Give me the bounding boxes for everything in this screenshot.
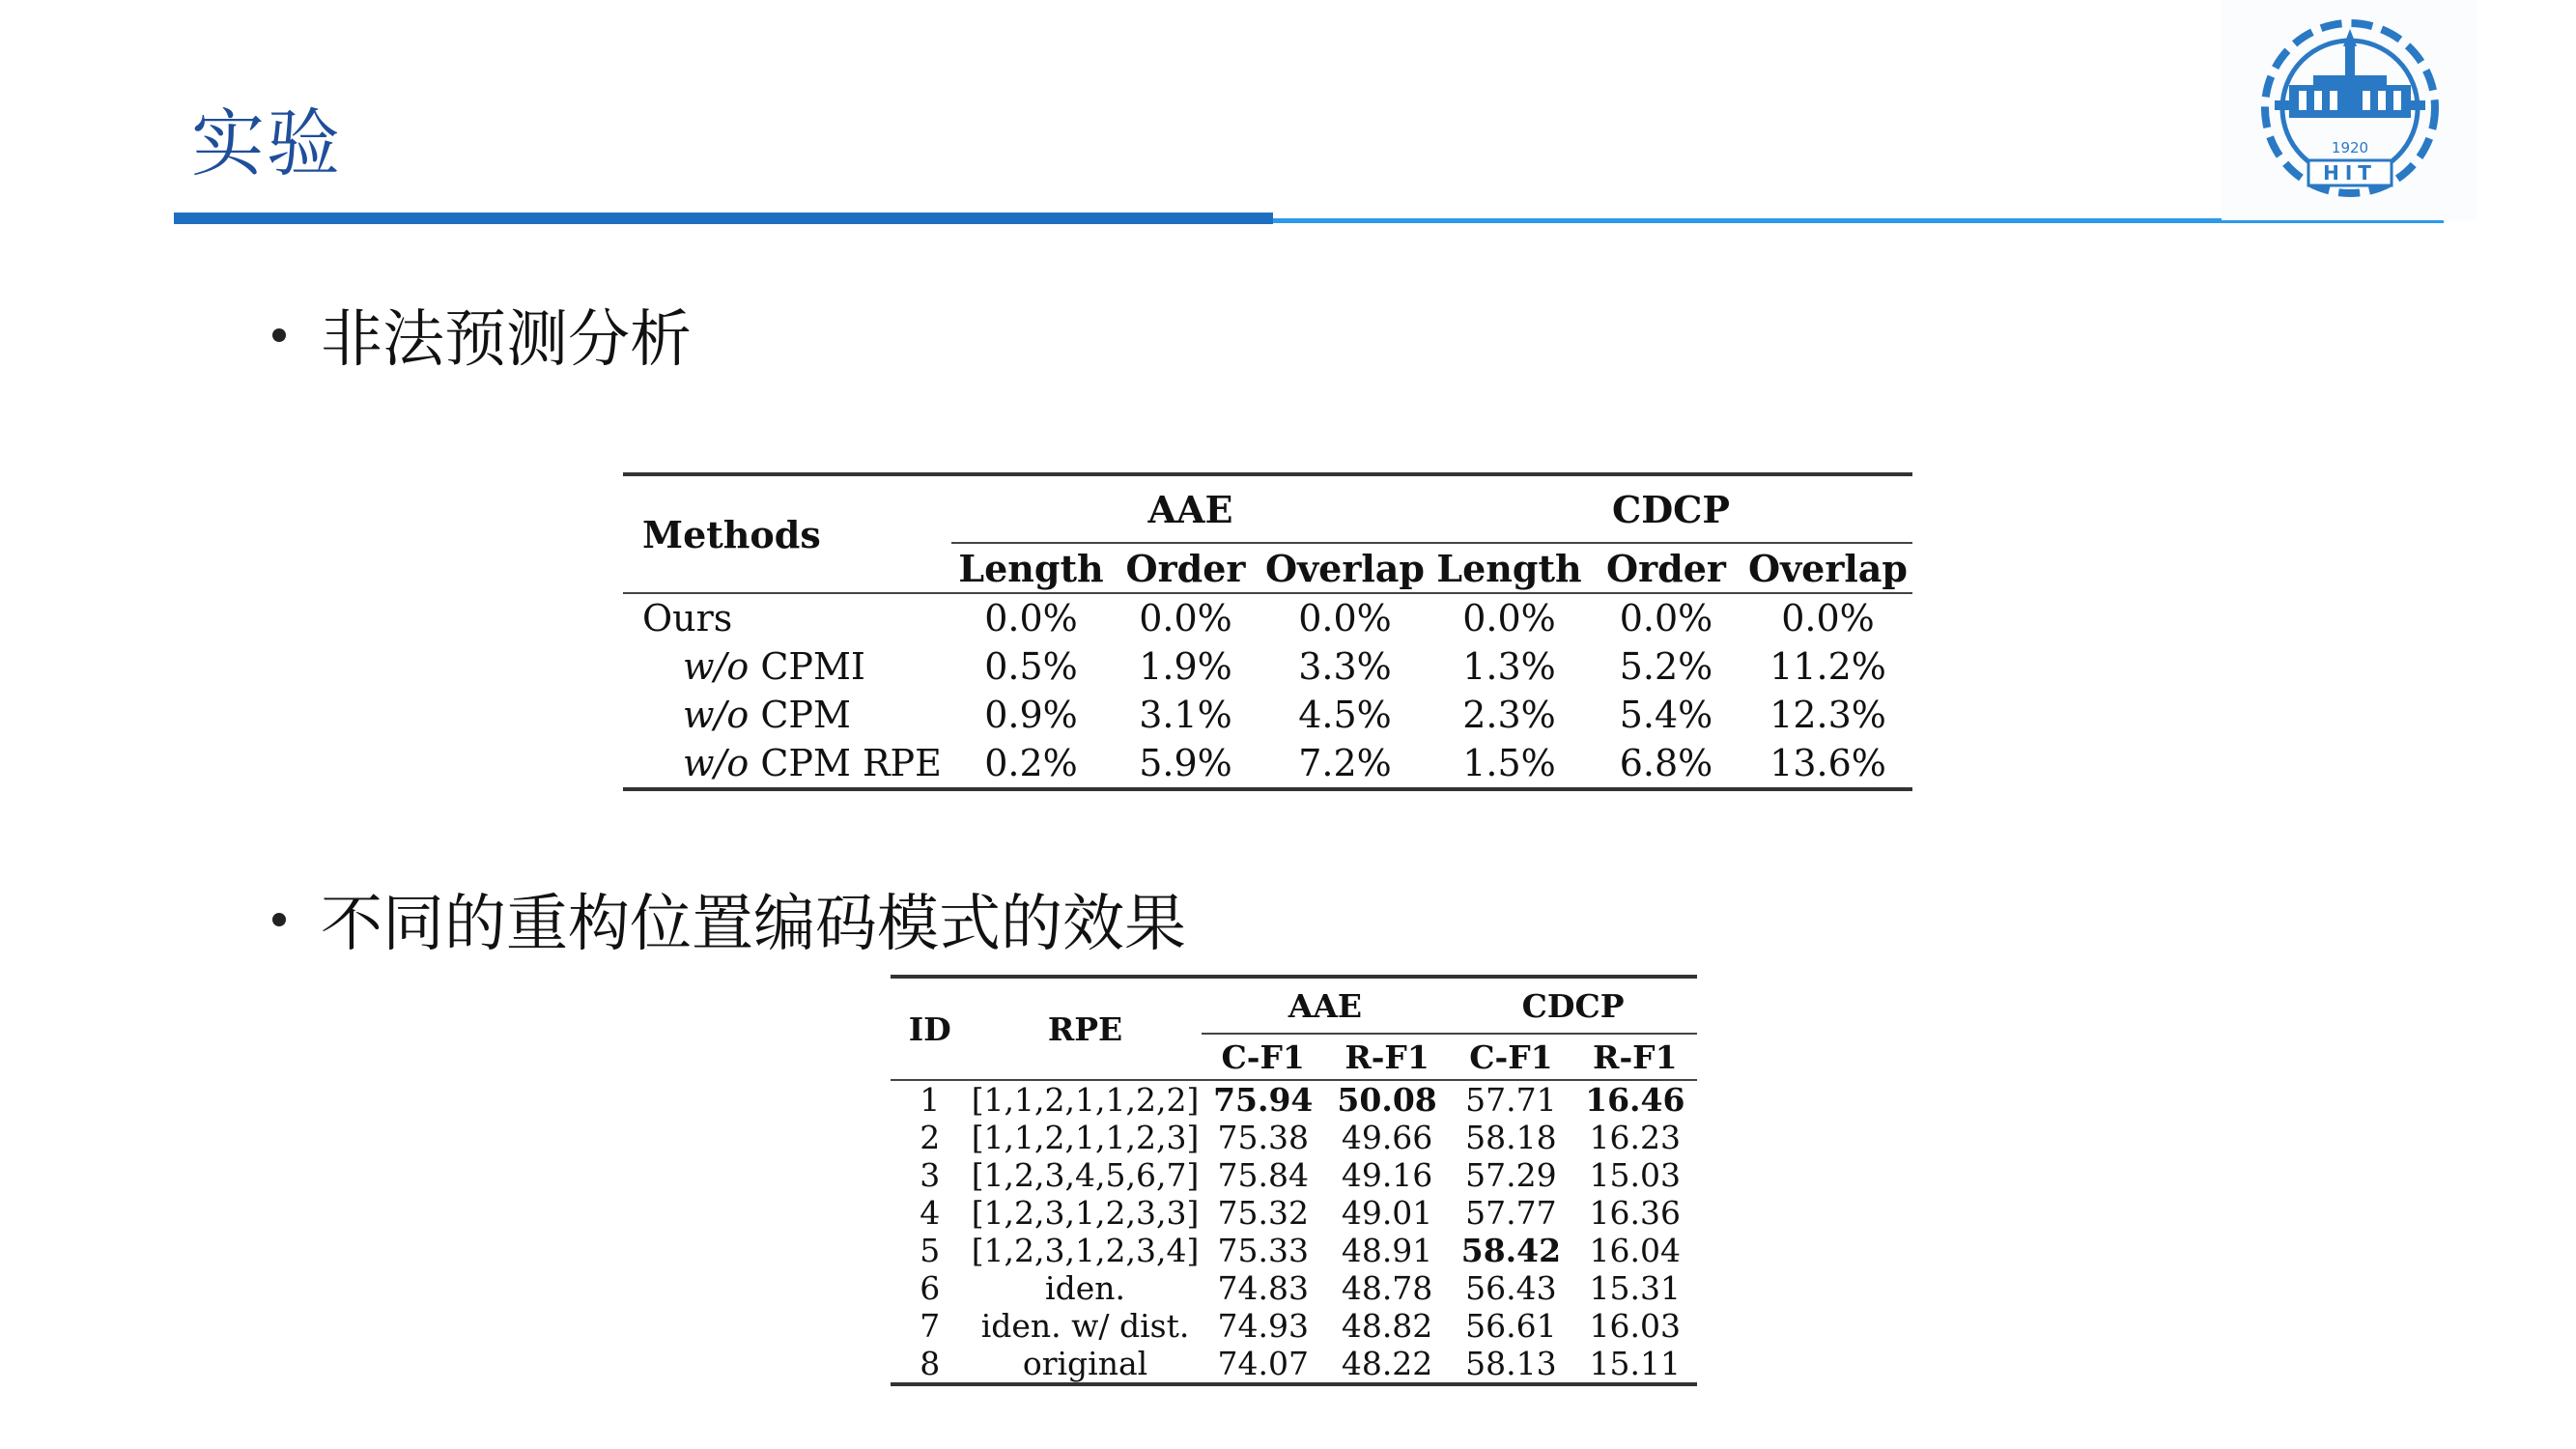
table-cell: 0.0% (1781, 597, 1875, 639)
table-cell: 16.04 (1589, 1232, 1682, 1269)
aae-header: AAE (1202, 977, 1450, 1034)
rpe-header: RPE (1047, 1009, 1123, 1048)
cdcp-header: CDCP (1449, 977, 1697, 1034)
table-cell: 0.0% (1139, 597, 1232, 639)
table-cell: 48.82 (1341, 1307, 1433, 1345)
table-cell: 1.5% (1462, 742, 1556, 784)
table-row (891, 1194, 1697, 1232)
id-header: ID (908, 1009, 951, 1048)
table-cell: 1.9% (1139, 645, 1232, 688)
table-cell: 75.94 (1213, 1081, 1314, 1119)
method-prefix: w/o (683, 742, 750, 784)
slide-title: 实验 (191, 100, 342, 186)
row-id: 1 (920, 1081, 941, 1119)
table-cell: 0.0% (1619, 597, 1713, 639)
table-cell: 48.22 (1341, 1345, 1433, 1382)
table-cell: 0.0% (1298, 597, 1392, 639)
bullet-dot (272, 913, 286, 926)
table-row (623, 642, 1912, 691)
table-cell: 11.2% (1769, 645, 1886, 688)
bullet-text: 不同的重构位置编码模式的效果 (321, 889, 1186, 960)
table-cell: 5.4% (1619, 694, 1713, 736)
bullet-rpe-effect (272, 874, 1186, 963)
table-cell: 16.46 (1585, 1081, 1685, 1119)
table-cell: 57.29 (1465, 1156, 1557, 1194)
table-cell: 49.01 (1341, 1194, 1433, 1232)
col-overlap: Overlap (1264, 546, 1425, 590)
row-id: 5 (920, 1232, 941, 1269)
table-cell: 16.23 (1589, 1119, 1682, 1156)
table-row (891, 1119, 1697, 1156)
col-order: Order (1606, 546, 1726, 590)
rpe-table (891, 975, 1697, 1386)
table-cell: 4.5% (1298, 694, 1392, 736)
table-cell: 1.3% (1462, 645, 1556, 688)
table-cell: 75.84 (1217, 1156, 1309, 1194)
table-row (623, 691, 1912, 739)
table-row (891, 1156, 1697, 1194)
table-cell: 49.66 (1341, 1119, 1433, 1156)
table-cell: 75.32 (1217, 1194, 1309, 1232)
col-c-f1: C-F1 (1469, 1037, 1553, 1076)
table-cell: 58.18 (1465, 1119, 1557, 1156)
col-c-f1: C-F1 (1221, 1037, 1305, 1076)
bullet-dot (272, 328, 286, 342)
table-cell: 15.11 (1589, 1345, 1682, 1382)
table-cell: 15.31 (1589, 1269, 1682, 1307)
table-cell: 3.3% (1298, 645, 1392, 688)
bullet-illegal-prediction (272, 290, 692, 379)
table-cell: 0.0% (1462, 597, 1556, 639)
col-length: Length (1436, 546, 1582, 590)
method-name: CPM (760, 694, 851, 736)
aae-header: AAE (951, 474, 1430, 543)
table-cell: 58.42 (1460, 1232, 1562, 1269)
university-logo (2222, 0, 2477, 220)
table-cell: 58.13 (1465, 1345, 1557, 1382)
row-id: 8 (920, 1345, 941, 1382)
rpe-value: iden. w/ dist. (980, 1307, 1190, 1345)
table-row (623, 739, 1912, 789)
table-row (891, 1232, 1697, 1269)
rpe-value: original (1022, 1345, 1148, 1382)
method-name: Ours (642, 597, 733, 639)
table-row (891, 1307, 1697, 1345)
rpe-value: [1,1,2,1,1,2,2] (971, 1081, 1200, 1119)
table-cell: 5.2% (1619, 645, 1713, 688)
rpe-value: [1,2,3,1,2,3,4] (971, 1232, 1200, 1269)
row-id: 7 (920, 1307, 941, 1345)
table-cell: 75.33 (1217, 1232, 1309, 1269)
table-cell: 16.36 (1589, 1194, 1682, 1232)
table-cell: 2.3% (1462, 694, 1556, 736)
method-prefix: w/o (683, 645, 750, 688)
table-cell: 3.1% (1139, 694, 1232, 736)
cdcp-header: CDCP (1430, 474, 1912, 543)
rpe-value: [1,2,3,4,5,6,7] (971, 1156, 1200, 1194)
illegal-prediction-table (623, 472, 1912, 791)
table-cell: 0.9% (984, 694, 1078, 736)
table-cell: 57.71 (1465, 1081, 1557, 1119)
table-row (891, 1080, 1697, 1119)
table-cell: 75.38 (1217, 1119, 1309, 1156)
col-overlap: Overlap (1747, 546, 1908, 590)
table-row (891, 1345, 1697, 1384)
table-cell: 7.2% (1298, 742, 1392, 784)
rpe-value: [1,2,3,1,2,3,3] (971, 1194, 1200, 1232)
table-cell: 6.8% (1619, 742, 1713, 784)
table-cell: 0.2% (984, 742, 1078, 784)
row-id: 4 (920, 1194, 941, 1232)
row-id: 3 (920, 1156, 941, 1194)
table-cell: 74.93 (1217, 1307, 1309, 1345)
table-cell: 50.08 (1337, 1081, 1437, 1119)
rpe-value: [1,1,2,1,1,2,3] (971, 1119, 1200, 1156)
col-length: Length (958, 546, 1104, 590)
table-row (623, 593, 1912, 642)
table-cell: 56.43 (1465, 1269, 1557, 1307)
table-cell: 48.78 (1341, 1269, 1433, 1307)
table-cell: 5.9% (1139, 742, 1232, 784)
table-cell: 74.83 (1217, 1269, 1309, 1307)
method-prefix: w/o (683, 694, 750, 736)
row-id: 6 (920, 1269, 941, 1307)
title-underline-dark (174, 213, 1273, 224)
row-id: 2 (920, 1119, 941, 1156)
table-cell: 74.07 (1217, 1345, 1309, 1382)
table-cell: 16.03 (1589, 1307, 1682, 1345)
rpe-value: iden. (1045, 1269, 1125, 1307)
method-name: CPMI (760, 645, 865, 688)
table-cell: 15.03 (1589, 1156, 1682, 1194)
method-name: CPM RPE (760, 742, 942, 784)
table-cell: 0.5% (984, 645, 1078, 688)
logo-year: 1920 (2331, 139, 2369, 156)
table-cell: 13.6% (1769, 742, 1886, 784)
col-order: Order (1125, 546, 1246, 590)
table-cell: 0.0% (984, 597, 1078, 639)
bullet-text: 非法预测分析 (321, 304, 692, 376)
table-cell: 12.3% (1769, 694, 1886, 736)
table-row (891, 1269, 1697, 1307)
table-cell: 56.61 (1465, 1307, 1557, 1345)
col-r-f1: R-F1 (1593, 1037, 1678, 1076)
table-cell: 48.91 (1341, 1232, 1433, 1269)
methods-header: Methods (642, 512, 821, 556)
logo-letters: HIT (2323, 161, 2377, 185)
col-r-f1: R-F1 (1345, 1037, 1430, 1076)
table-cell: 49.16 (1341, 1156, 1433, 1194)
table-cell: 57.77 (1465, 1194, 1557, 1232)
